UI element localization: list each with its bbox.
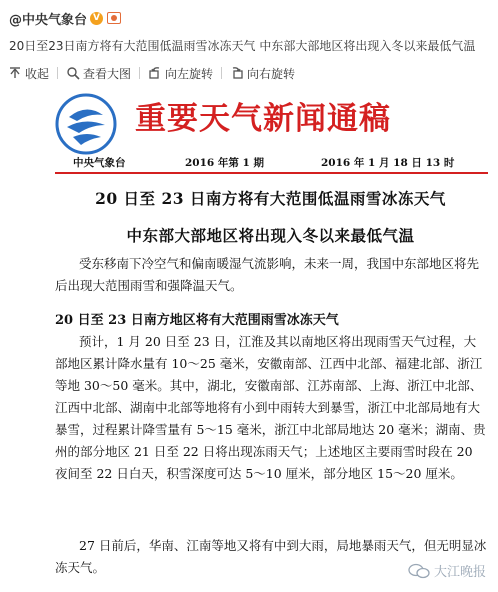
collapse-button[interactable] xyxy=(8,65,49,82)
wechat-icon xyxy=(408,563,430,579)
rotate-right-label: 向右旋转 xyxy=(247,66,296,81)
toolbar-divider xyxy=(139,67,140,79)
toolbar-divider xyxy=(57,67,58,79)
rotate-left-button[interactable] xyxy=(148,65,213,82)
rotate-left-label: 向左旋转 xyxy=(165,66,214,81)
rotate-right-icon xyxy=(230,66,244,80)
post-text: 20日至23日南方将有大范围低温雨雪冰冻天气 中东部大部地区将出现入冬以来最低气温 xyxy=(9,39,476,53)
post-author-row xyxy=(9,8,121,28)
view-large-label: 查看大图 xyxy=(83,66,132,81)
issue-number: 2016 年第 1 期 xyxy=(185,157,264,169)
closing-paragraph: 27 日前后，华南、江南等地又将有中到大雨，局地暴雨天气，但无明显冰冻天气。 xyxy=(55,538,487,575)
intro-paragraph: 受东移南下冷空气和偏南暖湿气流影响，未来一周，我国中东部地区将先后出现大范围雨雪和强降温天气。 xyxy=(55,256,480,293)
issue-date: 2016 年 1 月 18 日 13 时 xyxy=(321,157,455,169)
member-rank-icon xyxy=(107,12,121,24)
headline-line-1: 20 日至 23 日南方将有大范围低温雨雪冰冻天气 xyxy=(95,189,446,208)
rotate-left-icon xyxy=(148,66,162,80)
headline-line-2: 中东部大部地区将出现入冬以来最低气温 xyxy=(126,226,415,245)
red-divider xyxy=(55,172,488,174)
collapse-arrow-icon xyxy=(8,66,22,80)
post-username[interactable]: @中央气象台 xyxy=(9,12,88,28)
source-watermark xyxy=(408,561,486,580)
toolbar-divider xyxy=(221,67,222,79)
section-heading: 20 日至 23 日南方地区将有大范围雨雪冰冻天气 xyxy=(55,313,339,328)
masthead-title: 重要天气新闻通稿 xyxy=(135,101,391,137)
cma-logo-icon xyxy=(55,93,117,155)
collapse-label: 收起 xyxy=(25,66,50,81)
image-toolbar xyxy=(8,64,295,82)
section-body-paragraph: 预计，1 月 20 日至 23 日，江淮及其以南地区将出现雨雪天气过程，大部地区累计降水量有 10～25 毫米，安徽南部、江西中北部、福建北部、浙江等地 30～50 毫米。其中，湖北，安徽南部、江苏南部、上海、浙江中北部、江西中北部、湖南中北部等地将有小到中雨转大到暴雪，浙江中北部局地有大暴雪，过程累计降雪量有 5～15 毫米，浙江中北部局地达 20 毫米；湖南、贵州的部分地区 21 日至 22 日将出现冻雨天气；上述地区主要雨雪时段在 20 夜间至 22 日白天，积雪深度可达 5～10 厘米，部分地区 15～20 厘米。 xyxy=(55,334,486,481)
rotate-right-button[interactable] xyxy=(230,65,295,82)
watermark-text: 大江晚报 xyxy=(433,565,486,580)
news-bulletin-image[interactable] xyxy=(51,91,490,592)
verified-badge-icon: V xyxy=(90,12,103,25)
view-large-button[interactable] xyxy=(66,65,131,82)
issuer-label: 中央气象台 xyxy=(73,157,126,169)
magnifier-icon xyxy=(66,66,80,80)
post-header xyxy=(0,0,498,90)
